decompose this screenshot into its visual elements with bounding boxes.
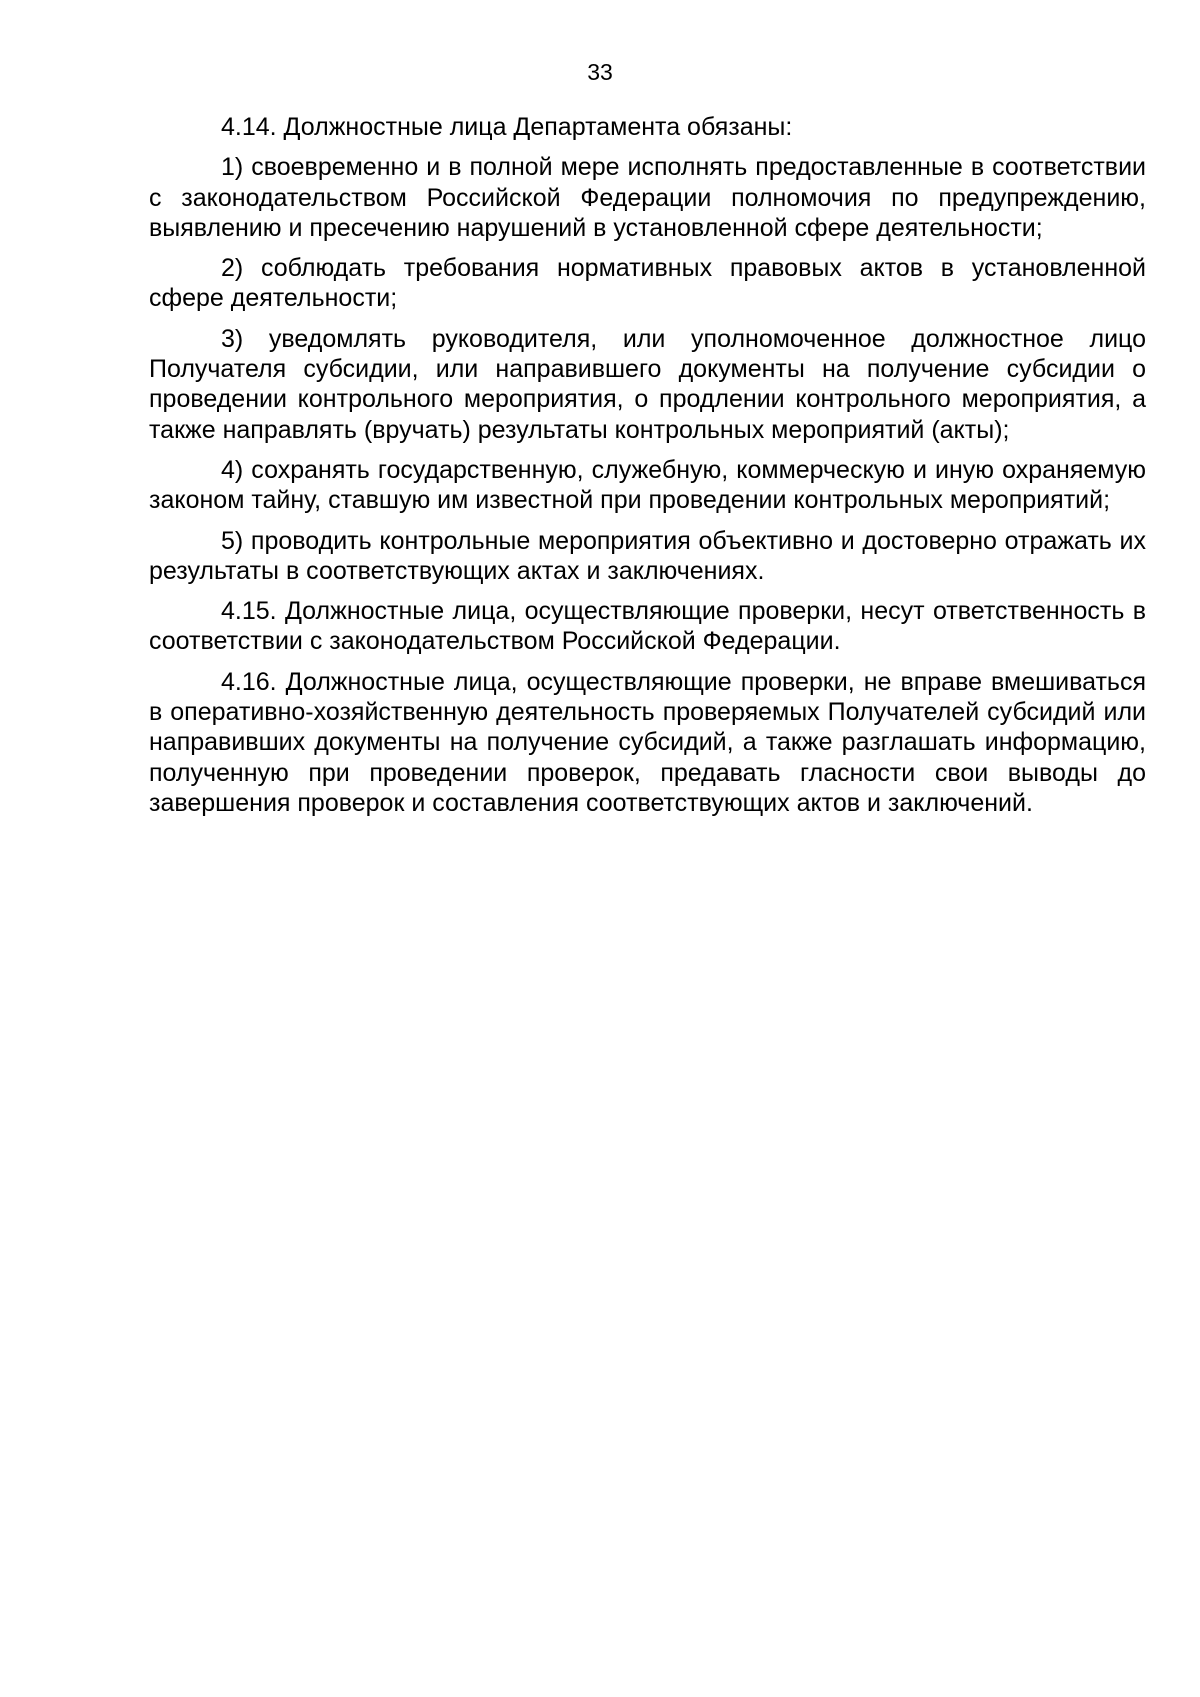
- section-4-14-heading: 4.14. Должностные лица Департамента обязаны:: [221, 113, 793, 141]
- section-4-16: 4.16. Должностные лица, осуществляющие проверки, не вправе вмешиваться в оперативно-хозяйственную деятельность проверяемых Получателей субсидий или направивших документы на получение субсидий, а также разглашать информацию, полученную при проведении проверок, предавать гласности свои выводы до завершения проверок и составления соответствующих актов и заключений.: [149, 667, 1146, 817]
- section-4-15: 4.15. Должностные лица, осуществляющие проверки, несут ответственность в соответствии с законодательством Российской Федерации.: [149, 597, 1146, 656]
- list-item-3: 3) уведомлять руководителя, или уполномоченное должностное лицо Получателя субсидии, или направившего документы на получение субсидии о проведении контрольного мероприятия, о продлении контрольного мероприятия, а также направлять (вручать) результаты контрольных мероприятий (акты);: [149, 324, 1146, 444]
- list-item-1: 1) своевременно и в полной мере исполнять предоставленные в соответствии с законодательством Российской Федерации полномочия по предупреждению, выявлению и пресечению нарушений в установленной сфере деятельности;: [149, 153, 1146, 242]
- page-number: 33: [587, 59, 613, 85]
- list-item-4: 4) сохранять государственную, служебную, коммерческую и иную охраняемую законом тайну, ставшую им известной при проведении контрольных мероприятий;: [149, 455, 1146, 515]
- document-body: [149, 112, 1146, 828]
- list-item-5: 5) проводить контрольные мероприятия объективно и достоверно отражать их результаты в соответствующих актах и заключениях.: [149, 526, 1146, 585]
- list-item-2: 2) соблюдать требования нормативных правовых актов в установленной сфере деятельности;: [149, 254, 1146, 313]
